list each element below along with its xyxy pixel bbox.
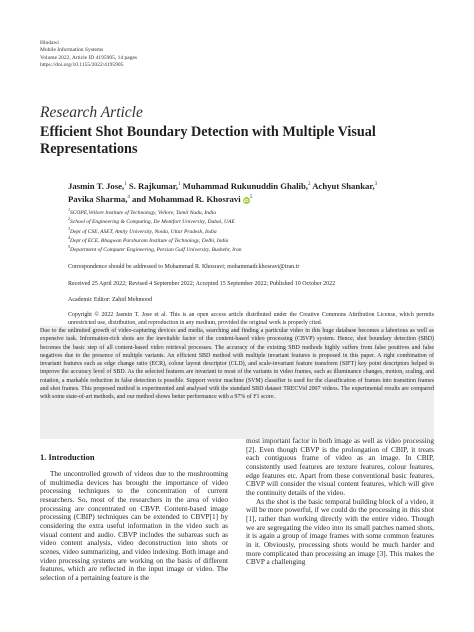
author-affiliation-mark: 4: [127, 195, 130, 201]
article-type: Research Article: [40, 104, 143, 121]
academic-editor: Academic Editor: Zahid Mehmood: [68, 297, 153, 303]
publisher-name: Hindawi: [40, 40, 59, 46]
author-name: Achyut Shankar,: [312, 181, 375, 191]
author-name: Jasmin T. Jose,: [68, 181, 125, 191]
body-paragraph: As the shot is the basic temporal building block of a video, it will be more powerful, if we could do the processing in this shot [1], rather than working directly with the entire video. Though we are segregating the video into its small patches named shots, it is again a group of image frames with some common features in it. Obviously, processing shots would be much harder and more complicated than processing an image [3]. This makes the CBVP a challenging: [246, 497, 434, 567]
correspondence-note: Correspondence should be addressed to Mohammad R. Khosravi; mohammadr.khosravi@iran.ir: [68, 264, 300, 270]
paper-title: Efficient Shot Boundary Detection with Multiple Visual Representations: [40, 124, 376, 157]
author-affiliation-mark: 2: [307, 182, 311, 188]
affiliation-text: Dept of ECE, Bhagwan Parshuram Institute of Technology, Delhi, India: [70, 237, 229, 244]
author-name: and Mohammad R. Khosravi: [132, 194, 241, 204]
affiliation-text: SCOPE,Vellore Institute of Technology, Vellore, Tamil Nadu, India: [70, 210, 216, 216]
author-affiliation-mark: 1: [124, 182, 127, 188]
affiliation-mark: 2: [68, 216, 70, 222]
doi-link[interactable]: https://doi.org/10.1155/2022/4195905: [40, 61, 124, 68]
author-list: [68, 180, 448, 206]
affiliation-mark: 1: [68, 207, 70, 213]
body-paragraph: The uncontrolled growth of videos due to the mushrooming of multimedia devices has brought the importance of video processing techniques to the concentration of current researchers. So, most of the researchers in the area of video processing are concentrated on CBVP. Content-based image processing (CBIP) techniques can be extended to CBVP[1] by considering the extra useful information in the video such as visual content and audio. CBVP includes the subareas such as video content analysis, video deconstruction into shots or scenes, video summarizing, and video indexing. Both image and video processing systems are working on the basis of different features, which are reflected in the input image or video. The selection of a pertaining feature is the: [40, 470, 228, 582]
affiliation-item: [68, 246, 448, 255]
volume-info: Volume 2022, Article ID 4195905, 14 pages: [40, 54, 138, 61]
affiliation-item: [68, 209, 448, 218]
abstract-text: Due to the unlimited growth of video-capturing devices and media, searching and finding a particular video in this huge database becomes a laborious as well as expensive task. Information-rich shots are the inevitable factor of the content-based video processing (CBVP) system. Hence, shot boundary detection (SBD) becomes the basic step of all content-based video retrieval processes. The accuracy of the existing SBD methods highly suffers from false positives and false negatives due to the presence of multiple variants. An efficient SBD method with multiple invariant features is proposed in this paper. A right combination of invariant features such as edge change ratio (ECR), colour layout descriptor (CLD), and scale-invariant feature transform (SIFT) key point descriptors helped to improve the accuracy level of SBD. As the selected features are invariant to most of the variants in video frames, such as illuminance changes, motion, scaling, and rotation, a markable reduction in false detection is possible. Support vector machine (SVM) classifier is used for the classification of frames into transition frames and shot frames. This proposed method is experimented and analysed with the standard SBD dataset TRECVid 2007 videos. The experimental results are compared with some state-of-art methods, and our method shows better performance with a 97% of F1 score.: [40, 328, 434, 400]
author-affiliation-mark: 5: [249, 195, 253, 201]
affiliation-mark: 4: [68, 235, 70, 241]
affiliation-mark: 3: [68, 225, 70, 231]
affiliation-text: Department of Computer Engineering, Persian Gulf University, Bushehr, Iran: [70, 247, 242, 254]
body-column-left: [40, 470, 228, 583]
body-paragraph: most important factor in both image as well as video processing [2]. Even though CBVP is the prolongation of CBIP, it treats each contiguous frame of video as an image. In CBIP, consistently used features are texture features, colour features, edge features etc. Apart from these conventional basic features, CBVP will consider the visual content features, which will give the continuity details of the video.: [246, 437, 434, 497]
affiliation-text: Dept of CSE, ASET, Amity University, Noida, Uttar Pradesh, India: [70, 228, 217, 235]
author-affiliation-mark: 1: [178, 182, 181, 188]
affiliation-item: [68, 237, 448, 246]
author-affiliation-mark: 3: [374, 182, 378, 188]
body-column-right: [246, 437, 434, 567]
affiliation-list: [68, 209, 448, 255]
author-name: S. Rajkumar,: [128, 181, 178, 191]
copyright-notice: Copyright © 2022 Jasmin T. Jose et al. This is an open access article distributed under the Creative Commons Attribution License, which permits unrestricted use, distribution, and reproduction in any medium, provided the original work is properly cited.: [68, 312, 434, 327]
journal-header: [40, 40, 137, 69]
affiliation-item: [68, 225, 448, 237]
affiliation-item: [68, 218, 448, 227]
affiliation-text: School of Engineering & Computing, De Montfort University, Dubai, UAE: [70, 219, 235, 226]
orcid-icon[interactable]: iD: [244, 198, 249, 203]
section-heading: 1. Introduction: [40, 452, 95, 462]
journal-name: Mobile Information Systems: [40, 47, 104, 54]
author-name: Muhammad Rukunuddin Ghalib,: [182, 181, 308, 191]
publication-dates: Received 25 April 2022; Revised 4 September 2022; Accepted 15 September 2022; Published 10 October 2022: [68, 281, 336, 287]
affiliation-mark: 5: [68, 244, 70, 250]
author-name: Pavika Sharma,: [68, 194, 128, 204]
